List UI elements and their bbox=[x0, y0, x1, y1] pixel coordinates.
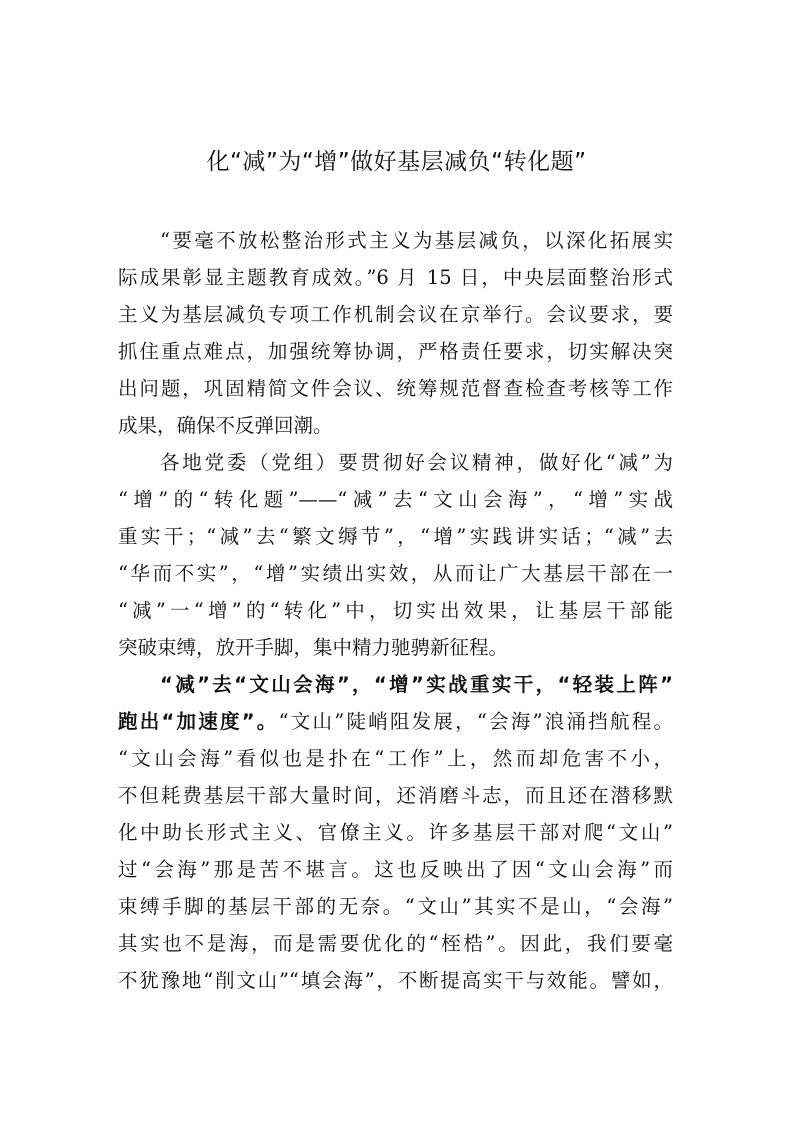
text-line: 化中助长形式主义、官僚主义。许多基层干部对爬“文山” bbox=[118, 821, 673, 844]
section-heading-line: “减”去“文山会海”，“增”实战重实干，“轻装上阵” bbox=[160, 673, 673, 696]
text-line: 不犹豫地“削文山”“填会海”，不断提高实干与效能。譬如， bbox=[118, 969, 673, 992]
text-line bbox=[118, 703, 673, 740]
text-line: 突破束缚，放开手脚，集中精力驰骋新征程。 bbox=[118, 636, 509, 659]
text-line: 各地党委（党组）要贯彻好会议精神，做好化“减”为 bbox=[160, 451, 673, 474]
text-line: 不但耗费基层干部大量时间，还消磨斗志，而且还在潜移默 bbox=[118, 784, 673, 807]
text-line: 主义为基层减负专项工作机制会议在京举行。会议要求，要 bbox=[118, 303, 673, 326]
text-line: “文山会海”看似也是扑在“工作”上，然而却危害不小， bbox=[118, 747, 673, 770]
text-line: “增”的“转化题”——“减”去“文山会海”，“增”实战 bbox=[118, 488, 673, 511]
document-title: 化“减”为“增”做好基层减负“转化题” bbox=[206, 149, 587, 175]
text-line: 成果，确保不反弹回潮。 bbox=[118, 414, 333, 437]
document-body bbox=[118, 222, 673, 999]
text-line: 抓住重点难点，加强统筹协调，严格责任要求，切实解决突 bbox=[118, 340, 673, 363]
text-line: 束缚手脚的基层干部的无奈。“文山”其实不是山，“会海” bbox=[118, 895, 673, 918]
text-line: 出问题，巩固精简文件会议、统筹规范督查检查考核等工作 bbox=[118, 377, 673, 400]
paragraph-1 bbox=[118, 222, 673, 444]
text-line: 际成果彰显主题教育成效。”6 月 15 日，中央层面整治形式 bbox=[118, 266, 673, 289]
text-segment: “文山”陡峭阻发展，“会海”浪涌挡航程。 bbox=[278, 710, 673, 733]
text-line: 过“会海”那是苦不堪言。这也反映出了因“文山会海”而 bbox=[118, 858, 673, 881]
text-line: “华而不实”，“增”实绩出实效，从而让广大基层干部在一 bbox=[118, 562, 673, 585]
text-line: “要毫不放松整治形式主义为基层减负，以深化拓展实 bbox=[160, 229, 673, 252]
text-line: “减”一“增”的“转化”中，切实出效果，让基层干部能 bbox=[118, 599, 673, 622]
section-heading-end: 跑出“加速度”。 bbox=[118, 710, 279, 733]
paragraph-2 bbox=[118, 444, 673, 666]
text-line: 重实干；“减”去“繁文缛节”，“增”实践讲实话；“减”去 bbox=[118, 525, 673, 548]
paragraph-3 bbox=[118, 666, 673, 999]
text-line: 其实也不是海，而是需要优化的“桎梏”。因此，我们要毫 bbox=[118, 932, 673, 955]
